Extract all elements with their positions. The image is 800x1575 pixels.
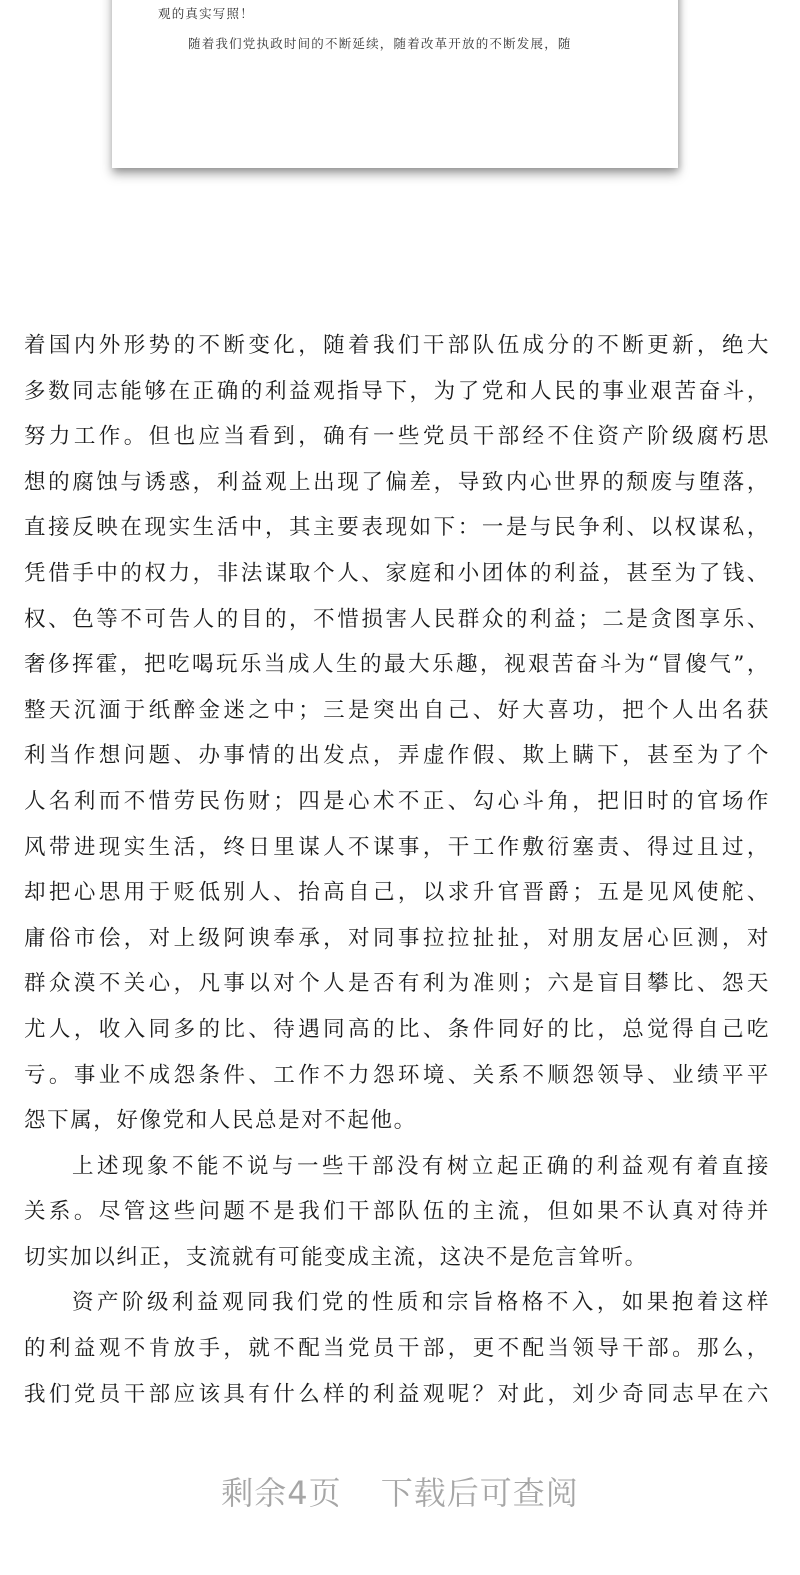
body-line: 的利益观不肯放手，就不配当党员干部，更不配当领导干部。那么， — [24, 1336, 770, 1362]
download-hint-label: 下载后可查阅 — [380, 1474, 579, 1512]
body-line: 上述现象不能不说与一些干部没有树立起正确的利益观有着直接 — [72, 1153, 770, 1179]
body-line: 切实加以纠正，支流就有可能变成主流，这决不是危言耸听。 — [24, 1244, 648, 1270]
body-line: 人名利而不惜劳民伤财；四是心术不正、勾心斗角，把旧时的官场作 — [24, 788, 770, 814]
body-line: 想的腐蚀与诱惑，利益观上出现了偏差，导致内心世界的颓废与堕落， — [24, 469, 770, 495]
body-line: 着国内外形势的不断变化，随着我们干部队伍成分的不断更新，绝大 — [24, 333, 770, 358]
body-line: 关系。尽管这些问题不是我们干部队伍的主流，但如果不认真对待并 — [24, 1199, 770, 1225]
download-prompt[interactable] — [0, 1468, 800, 1514]
body-line: 却把心思用于贬低别人、抬高自己，以求升官晋爵；五是见风使舵、 — [24, 880, 770, 906]
body-line: 尤人，收入同多的比、待遇同高的比、条件同好的比，总觉得自己吃 — [24, 1016, 770, 1042]
document-body — [24, 323, 770, 1417]
body-line: 我们党员干部应该具有什么样的利益观呢？对此，刘少奇同志早在六 — [24, 1381, 770, 1407]
body-line: 利当作想问题、办事情的出发点，弄虚作假、欺上瞒下，甚至为了个 — [24, 743, 770, 769]
body-line: 权、色等不可告人的目的，不惜损害人民群众的利益；二是贪图享乐、 — [24, 606, 770, 632]
body-line: 整天沉湎于纸醉金迷之中；三是突出自己、好大喜功，把个人出名获 — [24, 697, 770, 723]
body-line: 风带进现实生活，终日里谋人不谋事，干工作敷衍塞责、得过且过， — [24, 834, 770, 860]
card-text-line-2: 随着我们党执政时间的不断延续，随着改革开放的不断发展，随 — [188, 36, 572, 51]
body-line: 直接反映在现实生活中，其主要表现如下：一是与民争利、以权谋私， — [24, 515, 770, 541]
body-line: 群众漠不关心，凡事以对个人是否有利为准则；六是盲目攀比、怨天 — [24, 971, 770, 997]
document-preview-card — [112, 0, 678, 168]
body-line: 庸俗市侩，对上级阿谀奉承，对同事拉拉扯扯，对朋友居心叵测，对 — [24, 925, 770, 951]
body-line: 奢侈挥霍，把吃喝玩乐当成人生的最大乐趣，视艰苦奋斗为“冒傻气”， — [24, 652, 770, 678]
remaining-pages-label: 剩余4页 — [221, 1474, 342, 1512]
body-line: 怨下属，好像党和人民总是对不起他。 — [24, 1108, 417, 1134]
body-line: 资产阶级利益观同我们党的性质和宗旨格格不入，如果抱着这样 — [72, 1290, 770, 1316]
body-line: 努力工作。但也应当看到，确有一些党员干部经不住资产阶级腐朽思 — [24, 424, 770, 450]
body-line: 凭借手中的权力，非法谋取个人、家庭和小团体的利益，甚至为了钱、 — [24, 560, 770, 586]
body-line: 亏。事业不成怨条件、工作不力怨环境、关系不顺怨领导、业绩平平 — [24, 1062, 770, 1088]
body-line: 多数同志能够在正确的利益观指导下，为了党和人民的事业艰苦奋斗， — [24, 378, 770, 404]
card-text-line-1: 观的真实写照！ — [158, 6, 254, 21]
